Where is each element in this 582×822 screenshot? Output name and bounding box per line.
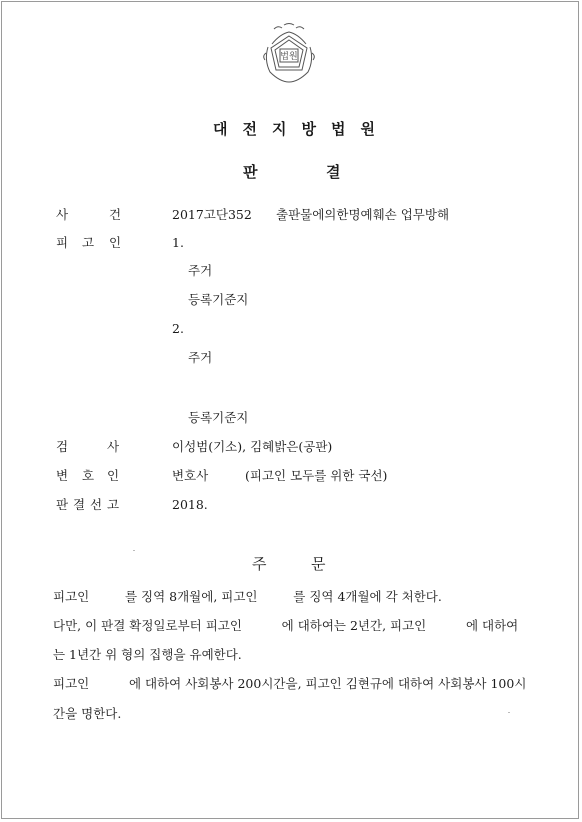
counsel-label-3: 인 — [107, 468, 120, 483]
order-line-3: 는 1년간 위 형의 집행을 유예한다. — [53, 647, 242, 662]
counsel-note: (피고인 모두를 위한 국선) — [245, 468, 388, 483]
counsel-label-1: 변 — [56, 468, 69, 483]
defendant-label-1: 피 — [56, 235, 69, 250]
defendant-1-number: 1. — [172, 235, 184, 250]
prosecutor-value: 이성범(기소), 김혜밝은(공판) — [172, 439, 333, 454]
order-line-2: 다만, 이 판결 확정일로부터 피고인 에 대하여는 2년간, 피고인 에 대하여 — [53, 618, 519, 633]
verdict-label-1: 판 — [56, 497, 69, 512]
counsel-value: 변호사 — [172, 468, 209, 483]
court-name: 대전지방법원 — [213, 120, 390, 138]
order-heading-left: 주 — [252, 555, 267, 573]
doc-type-left: 판 — [243, 163, 258, 181]
counsel-label-2: 호 — [82, 468, 95, 483]
defendant-label-2: 고 — [82, 235, 95, 250]
prosecutor-label-2: 사 — [107, 439, 120, 454]
case-name: 출판물에의한명예훼손 업무방해 — [276, 207, 450, 222]
verdict-label-4: 고 — [107, 497, 120, 512]
doc-type-right: 결 — [326, 163, 341, 181]
verdict-label-3: 선 — [90, 497, 103, 512]
defendant-label-3: 인 — [109, 235, 122, 250]
defendant-2-registry: 등록기준지 — [188, 410, 249, 425]
scan-speck — [508, 712, 510, 713]
scan-speck — [133, 550, 135, 551]
defendant-1-registry: 등록기준지 — [188, 292, 249, 307]
order-line-4: 피고인 에 대하여 사회봉사 200시간을, 피고인 김현규에 대하여 사회봉사 100시 — [53, 676, 527, 691]
order-heading-right: 문 — [311, 555, 326, 573]
case-label-2: 건 — [109, 207, 122, 222]
verdict-label-2: 결 — [73, 497, 86, 512]
case-label-1: 사 — [56, 207, 69, 222]
order-line-1: 피고인 를 징역 8개월에, 피고인 를 징역 4개월에 각 처한다. — [53, 589, 442, 604]
court-seal-icon — [256, 20, 322, 86]
case-number: 2017고단352 — [172, 207, 252, 222]
verdict-date-value: 2018. — [172, 497, 208, 512]
svg-text:법원: 법원 — [280, 52, 298, 62]
prosecutor-label-1: 검 — [56, 439, 69, 454]
order-line-5: 간을 명한다. — [53, 706, 122, 721]
defendant-2-residence: 주거 — [188, 350, 213, 365]
defendant-2-number: 2. — [172, 321, 184, 336]
defendant-1-residence: 주거 — [188, 263, 213, 278]
